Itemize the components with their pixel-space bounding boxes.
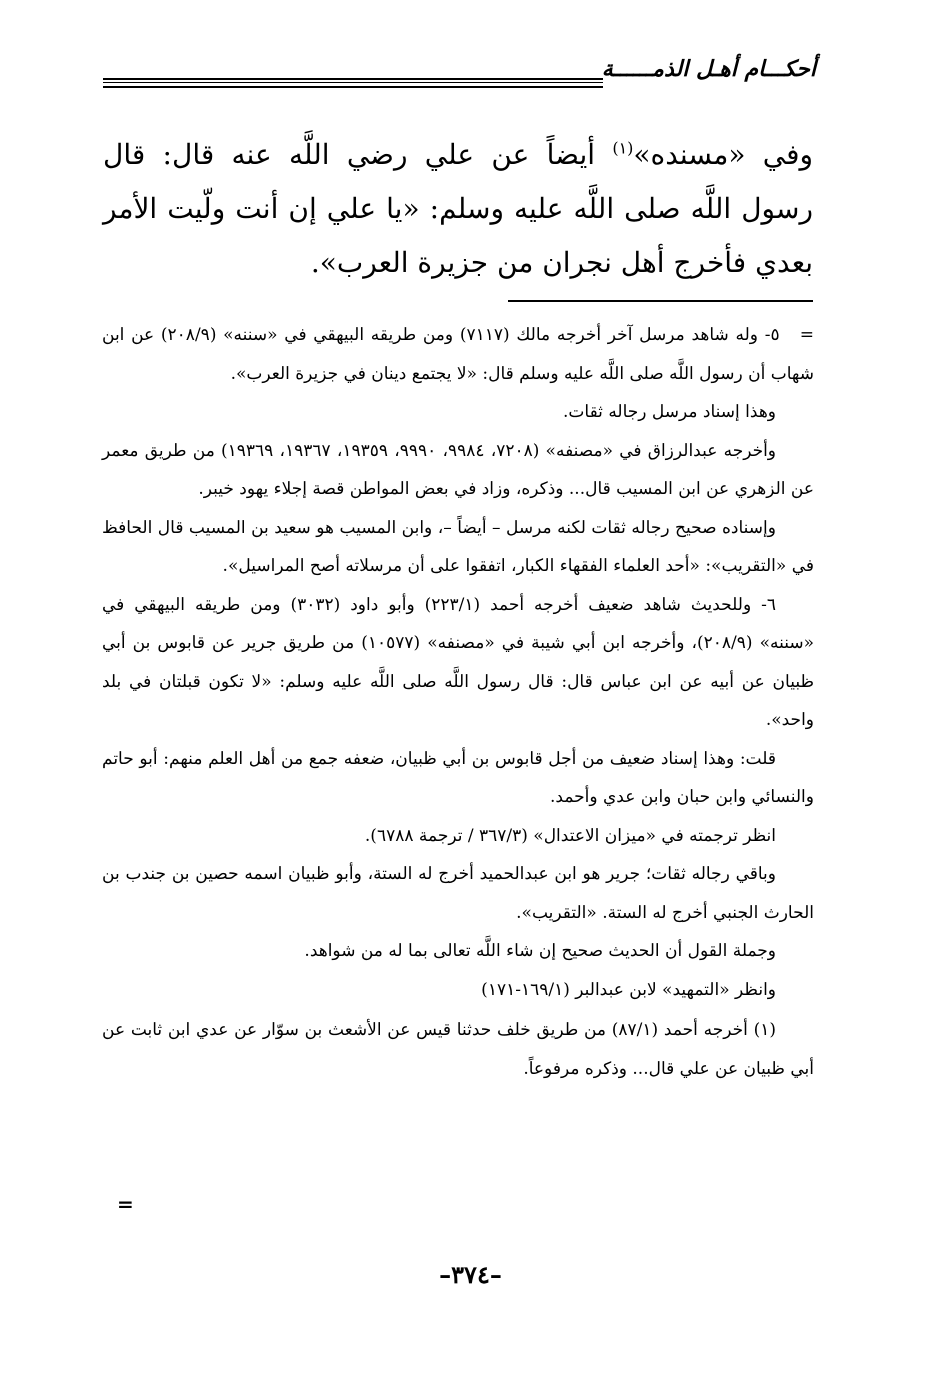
footnote-paragraph: وهذا إسناد مرسل رجاله ثقات. [563,402,776,422]
footnote-paragraph: انظر ترجمته في «ميزان الاعتدال» (٣٦٧/٣ / ترجمة ٦٧٨٨). [364,825,776,846]
footnote-paragraph: وباقي رجاله ثقات؛ جرير هو ابن عبدالحميد أخرج له الستة، وأبو ظبيان اسمه حصين بن جندب بن الحارث الجنبي أخرج له الستة. «التقريب». [102,864,814,923]
footnote-1: (١) أخرجه أحمد (٨٧/١) من طريق خلف حدثنا قيس عن الأشعث بن سوّار عن عدي ابن ثابت عن أبي ظبيان عن علي قال... وذكره مرفوعاً. [102,1020,814,1079]
main-text-start: وفي «مسنده» [633,138,814,171]
running-header-title: أحكـــام أهـل الذمــــــة [601,56,816,82]
main-text-body: أيضاً عن علي رضي اللَّه عنه قال: قال رسول اللَّه صلى اللَّه عليه وسلم: «يا علي إن أنت ولّيت الأمر بعدي فأخرج أهل نجران من جزيرة العرب». [103,138,813,279]
page-number: –٣٧٤– [439,1260,502,1289]
footnote-reference: (١) [612,138,634,158]
footnote-paragraph: قلت: وهذا إسناد ضعيف من أجل قابوس بن أبي ظبيان، ضعفه جمع من أهل العلم منهم: أبو حاتم والنسائي وابن حبان وابن عدي وأحمد. [102,748,814,807]
footnote-paragraph: = ٥- وله شاهد مرسل آخر أخرجه مالك (٧١١٧) ومن طريقه البيهقي في «سننه» (٢٠٨/٩) عن ابن شهاب أن رسول اللَّه صلى اللَّه عليه وسلم قال: «لا يجتمع دينان في جزيرة العرب». [102,325,814,384]
header-double-rule [103,78,603,88]
footnote-paragraph: وإسناده صحيح رجاله ثقات لكنه مرسل – أيضاً –، وابن المسيب هو سعيد بن المسيب قال الحافظ في «التقريب»: «أحد العلماء الفقهاء الكبار، اتفقوا على أن مرسلاته أصح المراسيل». [102,517,814,576]
footnote-paragraph: ٦- وللحديث شاهد ضعيف أخرجه أحمد (٢٢٣/١) وأبو داود (٣٠٣٢) ومن طريقه البيهقي في «سننه» (٢٠٨/٩)، وأخرجه ابن أبي شيبة في «مصنفه» (١٠٥٧٧) من طريق جرير عن قابوس بن أبي ظبيان عن أبيه عن ابن عباس قال: قال رسول اللَّه صلى اللَّه عليه وسلم: «لا تكون قبلتان في بلد واحد». [102,594,814,730]
main-text [103,128,813,290]
continuation-sign: = [799,325,814,345]
footnote-paragraph: وأخرجه عبدالرزاق في «مصنفه» (٧٢٠٨، ٩٩٨٤، ٩٩٩٠، ١٩٣٥٩، ١٩٣٦٧، ١٩٣٦٩) من طريق معمر عن الزهري عن ابن المسيب قال... وذكره، وزاد في بعض المواطن قصة إجلاء يهود خيبر. [102,440,814,499]
continuation-mark: = [117,1192,134,1216]
footnote-paragraph: وانظر «التمهيد» لابن عبدالبر (١٦٩/١-١٧١) [481,979,776,1000]
footnote-paragraph: وجملة القول أن الحديث صحيح إن شاء اللَّه تعالى بما له من شواهد. [304,941,776,961]
footnotes [102,316,814,1088]
footnote-separator [508,300,813,302]
